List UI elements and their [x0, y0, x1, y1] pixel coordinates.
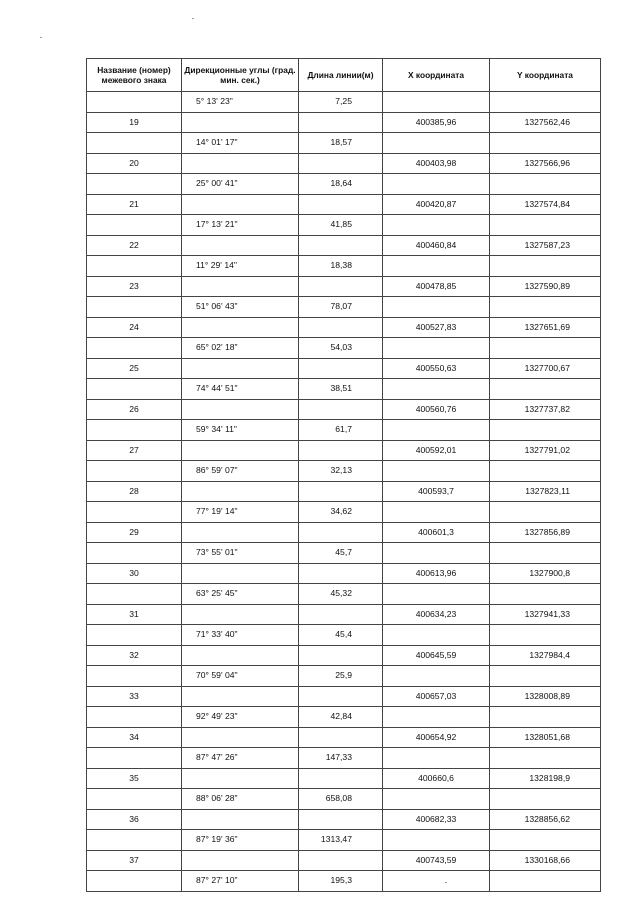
- cell-x-coordinate: 400613,96: [383, 563, 490, 584]
- cell-line-length: [299, 194, 383, 215]
- cell-y-coordinate: 1327590,89: [490, 276, 601, 297]
- cell-marker-name: 19: [87, 112, 182, 133]
- cell-line-length: [299, 768, 383, 789]
- table-row: [87, 666, 601, 687]
- cell-direction-angle: [182, 563, 299, 584]
- cell-x-coordinate: [383, 707, 490, 728]
- cell-y-coordinate: [490, 584, 601, 605]
- cell-marker-name: [87, 830, 182, 851]
- cell-direction-angle: [182, 194, 299, 215]
- cell-y-coordinate: 1327651,69: [490, 317, 601, 338]
- cell-line-length: 18,64: [299, 174, 383, 195]
- cell-x-coordinate: 400682,33: [383, 809, 490, 830]
- cell-line-length: [299, 686, 383, 707]
- cell-line-length: [299, 317, 383, 338]
- cell-direction-angle: 71° 33' 40": [182, 625, 299, 646]
- cell-marker-name: [87, 379, 182, 400]
- cell-y-coordinate: [490, 379, 601, 400]
- table-row: [87, 358, 601, 379]
- scan-speck: [40, 37, 42, 38]
- table-row: [87, 809, 601, 830]
- cell-direction-angle: [182, 850, 299, 871]
- table-row: [87, 194, 601, 215]
- cell-direction-angle: 77° 19' 14": [182, 502, 299, 523]
- cell-x-coordinate: 400601,3: [383, 522, 490, 543]
- cell-y-coordinate: 1328198,9: [490, 768, 601, 789]
- cell-x-coordinate: [383, 174, 490, 195]
- cell-direction-angle: 14° 01' 17": [182, 133, 299, 154]
- cell-x-coordinate: 400420,87: [383, 194, 490, 215]
- header-y-coordinate: Y координата: [490, 59, 601, 92]
- cell-y-coordinate: 1327587,23: [490, 235, 601, 256]
- cell-x-coordinate: 400560,76: [383, 399, 490, 420]
- cell-x-coordinate: [383, 502, 490, 523]
- cell-line-length: 34,62: [299, 502, 383, 523]
- cell-marker-name: [87, 461, 182, 482]
- cell-y-coordinate: [490, 543, 601, 564]
- cell-y-coordinate: [490, 625, 601, 646]
- cell-line-length: 18,38: [299, 256, 383, 277]
- cell-line-length: [299, 645, 383, 666]
- cell-y-coordinate: 1327856,89: [490, 522, 601, 543]
- cell-x-coordinate: 400403,98: [383, 153, 490, 174]
- cell-line-length: 54,03: [299, 338, 383, 359]
- cell-marker-name: [87, 420, 182, 441]
- cell-x-coordinate: 400385,96: [383, 112, 490, 133]
- cell-direction-angle: [182, 112, 299, 133]
- cell-direction-angle: 17° 13' 21": [182, 215, 299, 236]
- table-row: [87, 584, 601, 605]
- cell-x-coordinate: [383, 256, 490, 277]
- cell-marker-name: [87, 133, 182, 154]
- cell-y-coordinate: 1327737,82: [490, 399, 601, 420]
- cell-marker-name: 21: [87, 194, 182, 215]
- cell-marker-name: 37: [87, 850, 182, 871]
- cell-marker-name: [87, 92, 182, 113]
- cell-direction-angle: [182, 440, 299, 461]
- cell-direction-angle: [182, 235, 299, 256]
- cell-direction-angle: 25° 00' 41": [182, 174, 299, 195]
- cell-marker-name: 34: [87, 727, 182, 748]
- cell-direction-angle: [182, 358, 299, 379]
- cell-marker-name: 29: [87, 522, 182, 543]
- cell-line-length: 18,57: [299, 133, 383, 154]
- table-row: [87, 379, 601, 400]
- cell-direction-angle: 59° 34' 11": [182, 420, 299, 441]
- cell-y-coordinate: 1327791,02: [490, 440, 601, 461]
- cell-direction-angle: 63° 25' 45": [182, 584, 299, 605]
- cell-line-length: [299, 112, 383, 133]
- table-row: [87, 461, 601, 482]
- cell-direction-angle: [182, 317, 299, 338]
- cell-x-coordinate: 400645,59: [383, 645, 490, 666]
- cell-direction-angle: 87° 19' 36": [182, 830, 299, 851]
- table-row: [87, 133, 601, 154]
- cell-direction-angle: 74° 44' 51": [182, 379, 299, 400]
- cell-y-coordinate: 1327941,33: [490, 604, 601, 625]
- table-row: [87, 153, 601, 174]
- cell-direction-angle: 70° 59' 04": [182, 666, 299, 687]
- header-x-coordinate: X координата: [383, 59, 490, 92]
- table-row: [87, 707, 601, 728]
- table-header-row: [87, 59, 601, 92]
- cell-marker-name: 26: [87, 399, 182, 420]
- cell-x-coordinate: [383, 584, 490, 605]
- cell-line-length: 45,7: [299, 543, 383, 564]
- table-row: [87, 338, 601, 359]
- cell-y-coordinate: [490, 215, 601, 236]
- cell-x-coordinate: [383, 338, 490, 359]
- cell-x-coordinate: [383, 625, 490, 646]
- table-row: [87, 686, 601, 707]
- cell-y-coordinate: [490, 338, 601, 359]
- table-row: [87, 625, 601, 646]
- cell-line-length: [299, 440, 383, 461]
- cell-direction-angle: 5° 13' 23": [182, 92, 299, 113]
- cell-marker-name: [87, 174, 182, 195]
- cell-y-coordinate: [490, 420, 601, 441]
- cell-x-coordinate: [383, 748, 490, 769]
- cell-marker-name: 30: [87, 563, 182, 584]
- cell-y-coordinate: 1327900,8: [490, 563, 601, 584]
- table-row: [87, 420, 601, 441]
- cell-y-coordinate: 1327700,67: [490, 358, 601, 379]
- cell-x-coordinate: [383, 789, 490, 810]
- cell-direction-angle: [182, 809, 299, 830]
- cell-marker-name: 32: [87, 645, 182, 666]
- cell-line-length: 147,33: [299, 748, 383, 769]
- cell-marker-name: 33: [87, 686, 182, 707]
- table-row: [87, 399, 601, 420]
- table-row: [87, 215, 601, 236]
- cell-line-length: [299, 399, 383, 420]
- cell-direction-angle: [182, 399, 299, 420]
- cell-y-coordinate: [490, 830, 601, 851]
- cell-x-coordinate: [383, 297, 490, 318]
- cell-line-length: 45,4: [299, 625, 383, 646]
- cell-line-length: [299, 358, 383, 379]
- cell-x-coordinate: 400460,84: [383, 235, 490, 256]
- table-row: [87, 481, 601, 502]
- cell-direction-angle: [182, 686, 299, 707]
- cell-line-length: 61,7: [299, 420, 383, 441]
- cell-marker-name: 25: [87, 358, 182, 379]
- cell-x-coordinate: [383, 92, 490, 113]
- cell-direction-angle: 87° 47' 26": [182, 748, 299, 769]
- cell-direction-angle: [182, 604, 299, 625]
- cell-marker-name: [87, 707, 182, 728]
- cell-marker-name: [87, 789, 182, 810]
- cell-y-coordinate: 1330168,66: [490, 850, 601, 871]
- cell-line-length: [299, 481, 383, 502]
- cell-line-length: 41,85: [299, 215, 383, 236]
- table-row: [87, 502, 601, 523]
- header-direction-angle: Дирекционные углы (град. мин. сек.): [182, 59, 299, 92]
- cell-line-length: [299, 809, 383, 830]
- cell-marker-name: [87, 256, 182, 277]
- table-row: [87, 768, 601, 789]
- cell-x-coordinate: [383, 420, 490, 441]
- cell-marker-name: 22: [87, 235, 182, 256]
- cell-line-length: 658,08: [299, 789, 383, 810]
- cell-marker-name: 27: [87, 440, 182, 461]
- cell-line-length: [299, 522, 383, 543]
- boundary-coordinates-table: [86, 58, 601, 892]
- table-row: [87, 276, 601, 297]
- header-marker-name: Название (номер) межевого знака: [87, 59, 182, 92]
- table-row: [87, 317, 601, 338]
- cell-line-length: 7,25: [299, 92, 383, 113]
- table-row: [87, 297, 601, 318]
- cell-y-coordinate: [490, 92, 601, 113]
- cell-direction-angle: [182, 481, 299, 502]
- cell-line-length: [299, 727, 383, 748]
- cell-line-length: 32,13: [299, 461, 383, 482]
- cell-x-coordinate: 400527,83: [383, 317, 490, 338]
- cell-x-coordinate: 400592,01: [383, 440, 490, 461]
- cell-marker-name: 35: [87, 768, 182, 789]
- cell-x-coordinate: 400657,03: [383, 686, 490, 707]
- cell-y-coordinate: 1328051,68: [490, 727, 601, 748]
- cell-direction-angle: [182, 153, 299, 174]
- cell-line-length: [299, 276, 383, 297]
- table-row: [87, 543, 601, 564]
- cell-direction-angle: 65° 02' 18": [182, 338, 299, 359]
- cell-x-coordinate: [383, 461, 490, 482]
- table-row: [87, 830, 601, 851]
- table-row: [87, 440, 601, 461]
- cell-line-length: 25,9: [299, 666, 383, 687]
- cell-x-coordinate: [383, 215, 490, 236]
- cell-line-length: 195,3: [299, 871, 383, 892]
- cell-direction-angle: 73° 55' 01": [182, 543, 299, 564]
- cell-x-coordinate: 400660,6: [383, 768, 490, 789]
- cell-y-coordinate: 1327574,84: [490, 194, 601, 215]
- cell-direction-angle: 51° 06' 43": [182, 297, 299, 318]
- cell-y-coordinate: [490, 666, 601, 687]
- cell-x-coordinate: 400478,85: [383, 276, 490, 297]
- cell-x-coordinate: [383, 666, 490, 687]
- table-row: [87, 256, 601, 277]
- table-row: [87, 727, 601, 748]
- cell-marker-name: [87, 625, 182, 646]
- cell-marker-name: [87, 297, 182, 318]
- cell-marker-name: [87, 338, 182, 359]
- cell-x-coordinate: [383, 133, 490, 154]
- cell-y-coordinate: 1327984,4: [490, 645, 601, 666]
- cell-marker-name: 24: [87, 317, 182, 338]
- cell-direction-angle: [182, 727, 299, 748]
- cell-y-coordinate: 1327562,46: [490, 112, 601, 133]
- table-row: [87, 235, 601, 256]
- cell-y-coordinate: [490, 461, 601, 482]
- cell-y-coordinate: 1327823,11: [490, 481, 601, 502]
- scan-speck: [192, 18, 194, 19]
- cell-marker-name: 23: [87, 276, 182, 297]
- cell-y-coordinate: [490, 748, 601, 769]
- cell-direction-angle: 88° 06' 28": [182, 789, 299, 810]
- table-row: [87, 112, 601, 133]
- cell-y-coordinate: [490, 707, 601, 728]
- cell-x-coordinate: [383, 543, 490, 564]
- cell-marker-name: [87, 215, 182, 236]
- cell-x-coordinate: [383, 871, 490, 892]
- cell-x-coordinate: 400593,7: [383, 481, 490, 502]
- cell-marker-name: [87, 543, 182, 564]
- cell-direction-angle: [182, 276, 299, 297]
- cell-y-coordinate: [490, 297, 601, 318]
- cell-marker-name: [87, 871, 182, 892]
- cell-y-coordinate: 1328856,62: [490, 809, 601, 830]
- table-row: [87, 563, 601, 584]
- cell-line-length: 42,84: [299, 707, 383, 728]
- cell-y-coordinate: [490, 174, 601, 195]
- cell-line-length: [299, 563, 383, 584]
- table-body: [87, 92, 601, 892]
- cell-direction-angle: [182, 522, 299, 543]
- cell-line-length: [299, 153, 383, 174]
- cell-y-coordinate: [490, 871, 601, 892]
- cell-direction-angle: 87° 27' 10": [182, 871, 299, 892]
- table-row: [87, 645, 601, 666]
- cell-y-coordinate: [490, 256, 601, 277]
- cell-direction-angle: 86° 59' 07": [182, 461, 299, 482]
- cell-marker-name: [87, 502, 182, 523]
- cell-marker-name: [87, 748, 182, 769]
- table-row: [87, 522, 601, 543]
- cell-line-length: [299, 850, 383, 871]
- cell-marker-name: 28: [87, 481, 182, 502]
- cell-y-coordinate: 1328008,89: [490, 686, 601, 707]
- cell-marker-name: [87, 666, 182, 687]
- cell-line-length: [299, 604, 383, 625]
- cell-x-coordinate: 400654,92: [383, 727, 490, 748]
- cell-y-coordinate: [490, 789, 601, 810]
- cell-x-coordinate: 400634,23: [383, 604, 490, 625]
- cell-line-length: 1313,47: [299, 830, 383, 851]
- table-row: [87, 92, 601, 113]
- cell-line-length: 38,51: [299, 379, 383, 400]
- cell-x-coordinate: 400743,59: [383, 850, 490, 871]
- cell-x-coordinate: [383, 830, 490, 851]
- cell-y-coordinate: [490, 502, 601, 523]
- table-row: [87, 789, 601, 810]
- table-row: [87, 748, 601, 769]
- cell-marker-name: 36: [87, 809, 182, 830]
- cell-line-length: 78,07: [299, 297, 383, 318]
- cell-x-coordinate: 400550,63: [383, 358, 490, 379]
- cell-line-length: 45,32: [299, 584, 383, 605]
- cell-marker-name: 20: [87, 153, 182, 174]
- cell-line-length: [299, 235, 383, 256]
- cell-direction-angle: [182, 768, 299, 789]
- table-row: [87, 604, 601, 625]
- table-row: [87, 871, 601, 892]
- cell-direction-angle: [182, 645, 299, 666]
- header-line-length: Длина линии(м): [299, 59, 383, 92]
- table-row: [87, 850, 601, 871]
- cell-direction-angle: 11° 29' 14": [182, 256, 299, 277]
- table-row: [87, 174, 601, 195]
- cell-marker-name: [87, 584, 182, 605]
- cell-y-coordinate: [490, 133, 601, 154]
- cell-marker-name: 31: [87, 604, 182, 625]
- cell-x-coordinate: [383, 379, 490, 400]
- cell-y-coordinate: 1327566,96: [490, 153, 601, 174]
- cell-direction-angle: 92° 49' 23": [182, 707, 299, 728]
